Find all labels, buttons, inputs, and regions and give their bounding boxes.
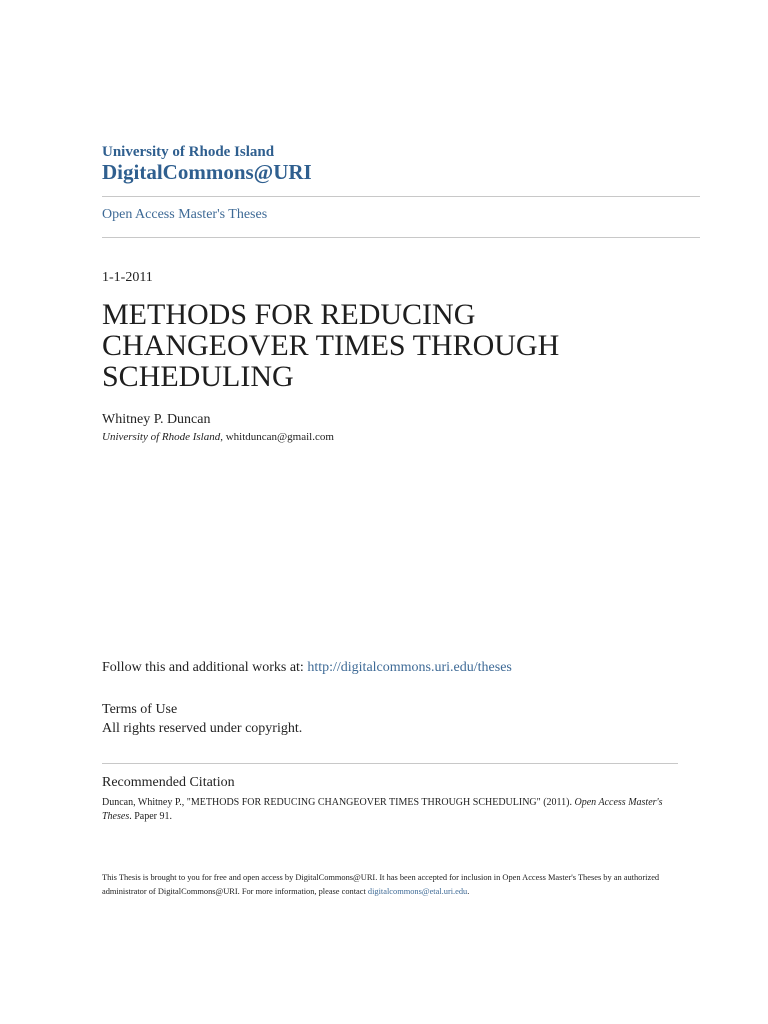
author-name: Whitney P. Duncan — [102, 412, 211, 427]
contact-email-link[interactable]: digitalcommons@etal.uri.edu — [367, 887, 468, 896]
university-name[interactable]: University of Rhode Island — [102, 144, 275, 160]
repository-name[interactable]: DigitalCommons@URI — [102, 160, 312, 184]
publication-date: 1-1-2011 — [102, 270, 153, 285]
follow-line — [102, 660, 512, 676]
follow-label: Follow this and additional works at: — [102, 660, 308, 675]
citation-main: Duncan, Whitney P., "METHODS FOR REDUCING CHANGEOVER TIMES THROUGH SCHEDULING" (2011). — [102, 797, 575, 808]
citation-divider — [102, 763, 678, 764]
citation-heading: Recommended Citation — [102, 775, 235, 790]
affiliation-email: , whitduncan@gmail.com — [220, 431, 334, 443]
footer-text: This Thesis is brought to you for free and open access by DigitalCommons@URI. It has been accepted for inclusion in Open Access Master's Theses by an authorized administrator of DigitalCommons@URI. For more information, please contact — [102, 873, 660, 896]
terms-heading: Terms of Use — [102, 702, 178, 717]
series-divider — [102, 237, 700, 238]
footer-note — [102, 871, 682, 899]
footer-end: . — [467, 887, 470, 896]
citation-text — [102, 796, 682, 824]
citation-series: Open Access Master's Theses — [102, 797, 663, 822]
terms-text: All rights reserved under copyright. — [102, 721, 303, 736]
citation-paper: . Paper 91. — [129, 811, 173, 822]
document-title: METHODS FOR REDUCING CHANGEOVER TIMES THROUGH SCHEDULING — [102, 298, 560, 393]
theses-url-link[interactable]: http://digitalcommons.uri.edu/theses — [307, 660, 512, 675]
author-affiliation — [102, 431, 334, 443]
header-divider — [102, 196, 700, 197]
series-link[interactable]: Open Access Master's Theses — [102, 207, 268, 222]
affiliation-institution: University of Rhode Island — [102, 431, 221, 443]
